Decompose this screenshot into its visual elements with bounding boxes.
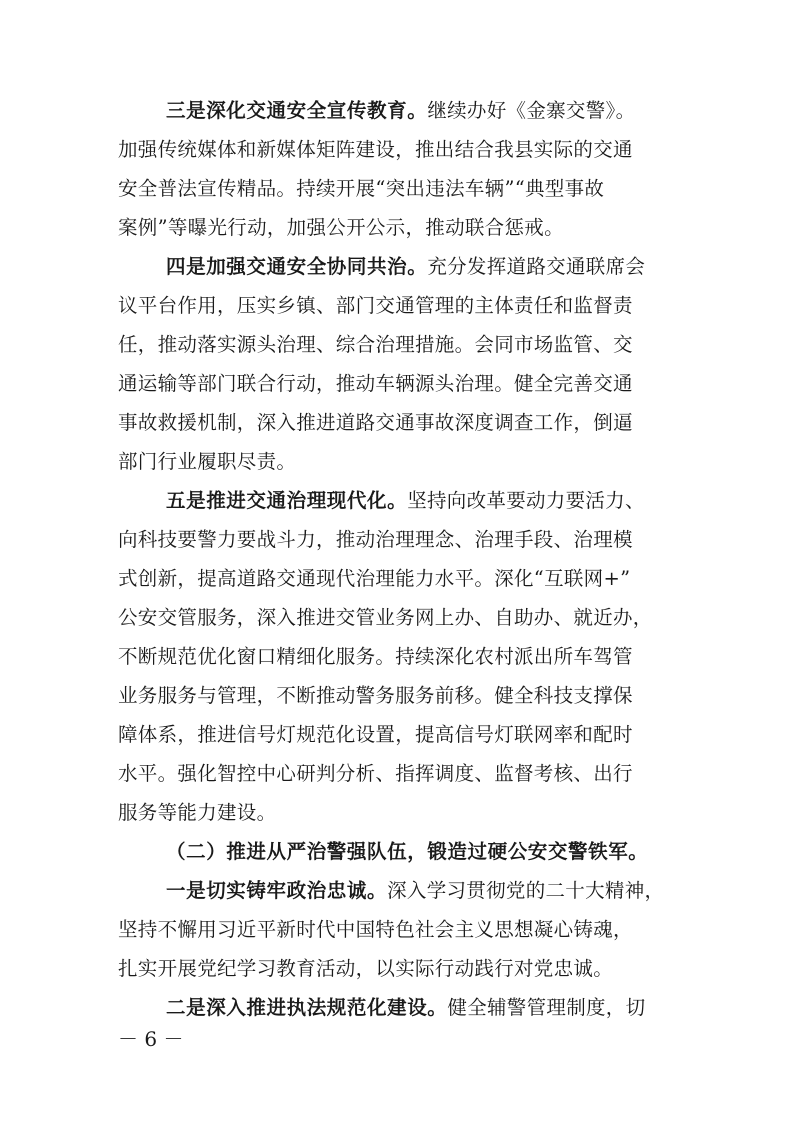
- paragraph-line: 水平。强化智控中心研判分析、指挥调度、监督考核、出行: [118, 762, 633, 785]
- paragraph-text: 深入学习贯彻党的二十大精神，: [387, 879, 665, 902]
- paragraph-line: 部门行业履职尽责。: [118, 450, 297, 473]
- paragraph-heading: 一是切实铸牢政治忠诚。: [166, 879, 388, 902]
- paragraph-line: [166, 251, 645, 283]
- paragraph-line: 加强传统媒体和新媒体矩阵建设，推出结合我县实际的交通: [118, 138, 633, 161]
- paragraph-heading: 二是深入推进执法规范化建设。: [166, 996, 448, 1019]
- paragraph-heading: 四是加强交通安全协同共治。: [166, 255, 428, 278]
- paragraph-text: 充分发挥道路交通联席会: [427, 255, 646, 278]
- paragraph-line: 事故救援机制，深入推进道路交通事故深度调查工作，倒逼: [118, 411, 633, 434]
- page-number: － 6 －: [118, 1027, 184, 1051]
- paragraph-line: [166, 485, 645, 517]
- paragraph-text: 健全辅警管理制度，切: [447, 996, 646, 1019]
- paragraph-line: 扎实开展党纪学习教育活动，以实际行动践行对党忠诚。: [118, 957, 614, 980]
- paragraph-line: [166, 875, 664, 907]
- paragraph-line: 通运输等部门联合行动，推动车辆源头治理。健全完善交通: [118, 372, 633, 395]
- paragraph-line: [166, 992, 645, 1024]
- paragraph-line: 坚持不懈用习近平新时代中国特色社会主义思想凝心铸魂，: [118, 918, 633, 941]
- paragraph-line: [166, 95, 635, 127]
- paragraph-line: 安全普法宣传精品。持续开展“突出违法车辆”“典型事故: [118, 177, 605, 200]
- paragraph-line: 不断规范优化窗口精细化服务。持续深化农村派出所车驾管: [118, 645, 633, 668]
- paragraph-text: 继续办好《金寨交警》。: [427, 99, 636, 122]
- section-heading: （二）推进从严治警强队伍，锻造过硬公安交警铁军。: [166, 840, 649, 863]
- paragraph-line: 障体系，推进信号灯规范化设置，提高信号灯联网率和配时: [118, 723, 633, 746]
- paragraph-heading: 三是深化交通安全宣传教育。: [166, 99, 428, 122]
- paragraph-line: 公安交管服务，深入推进交管业务网上办、自助办、就近办，: [118, 606, 653, 629]
- paragraph-line: 议平台作用，压实乡镇、部门交通管理的主体责任和监督责: [118, 294, 633, 317]
- paragraph-line: 案例”等曝光行动，加强公开公示，推动联合惩戒。: [118, 216, 564, 239]
- paragraph-text: 坚持向改革要动力要活力、: [407, 489, 645, 512]
- paragraph-line: 向科技要警力要战斗力，推动治理理念、治理手段、治理模: [118, 528, 633, 551]
- paragraph-line: 任，推动落实源头治理、综合治理措施。会同市场监管、交: [118, 333, 633, 356]
- paragraph-heading: 五是推进交通治理现代化。: [166, 489, 408, 512]
- paragraph-line: 业务服务与管理，不断推动警务服务前移。健全科技支撑保: [118, 684, 633, 707]
- paragraph-line: 式创新，提高道路交通现代治理能力水平。深化“互联网+”: [118, 567, 631, 590]
- section-heading-line: [166, 836, 648, 868]
- paragraph-line: 服务等能力建设。: [118, 801, 277, 824]
